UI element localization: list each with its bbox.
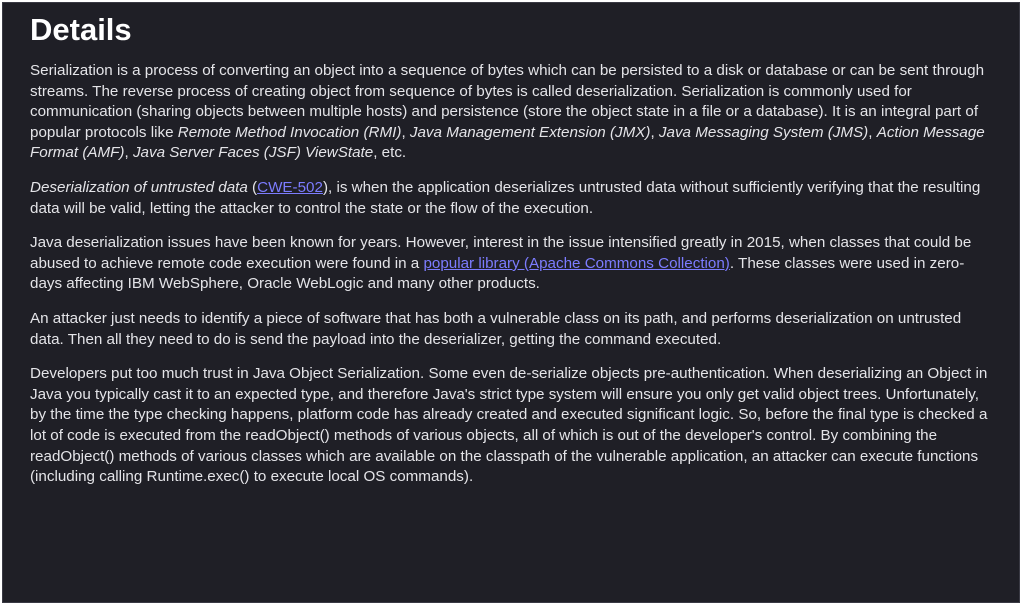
cwe-502-link[interactable]: CWE-502 xyxy=(257,178,323,196)
paragraph-serialization xyxy=(30,61,995,164)
term-amf: Action Message Format (AMF) xyxy=(30,123,985,162)
term-rmi: Remote Method Invocation (RMI) xyxy=(177,123,402,141)
paragraph-text: ( xyxy=(247,178,258,196)
details-panel xyxy=(2,2,1020,603)
paragraph-attacker: An attacker just needs to identify a piece of software that has both a vulnerable class on its path, and performs deserialization on untrusted data. Then all they need to do is send the payload into the deserializer, getting the command executed. xyxy=(30,309,962,348)
paragraph-untrusted-data xyxy=(30,178,995,219)
page-title: Details xyxy=(30,12,132,47)
paragraph-text: Serialization is a process of converting an object into a sequence of bytes which can be persisted to a disk or database or can be sent through streams. The reverse process of creating object from sequence of bytes is called deserialization. Serialization is commonly used for communication (sharing objects between multiple hosts) and persistence (store the object state in a file or a database). It is an integral part of popular protocols like xyxy=(30,62,985,141)
term-untrusted-data: Deserialization of untrusted data xyxy=(30,178,248,196)
paragraph-text: . These classes were used in zero-days affecting IBM WebSphere, Oracle WebLogic and many other products. xyxy=(30,254,965,293)
paragraph-text: Java deserialization issues have been known for years. However, interest in the issue intensified greatly in 2015, when classes that could be abused to achieve remote code execution were found in a xyxy=(30,234,972,272)
paragraph-text: , etc. xyxy=(373,144,407,162)
paragraph-history xyxy=(30,233,995,295)
term-jmx: Java Management Extension (JMX) xyxy=(409,123,651,141)
term-jms: Java Messaging System (JMS) xyxy=(658,123,869,141)
separator: , xyxy=(124,144,133,162)
separator: , xyxy=(401,123,410,141)
details-content xyxy=(30,11,995,502)
apache-commons-link[interactable]: popular library (Apache Commons Collection) xyxy=(423,254,730,272)
paragraph-developers: Developers put too much trust in Java Object Serialization. Some even de-serialize objects pre-authentication. When deserializing an Object in Java you typically cast it to an expected type, and therefore Java's strict type system will ensure you only get valid object trees. Unfortunately, by the time the type checking happens, platform code has already created and executed significant logic. So, before the final type is checked a lot of code is executed from the readObject() methods of various objects, all of which is out of the developer's control. By combining the readObject() methods of various classes which are available on the classpath of the vulnerable application, an attacker can execute functions (including calling Runtime.exec() to execute local OS commands). xyxy=(30,365,988,486)
separator: , xyxy=(868,123,877,141)
term-jsf-viewstate: Java Server Faces (JSF) ViewState xyxy=(132,144,374,162)
paragraph-text: ), is when the application deserializes untrusted data without sufficiently verifying that the resulting data will be valid, letting the attacker to control the state or the flow of the execution. xyxy=(30,178,981,217)
separator: , xyxy=(650,123,659,141)
